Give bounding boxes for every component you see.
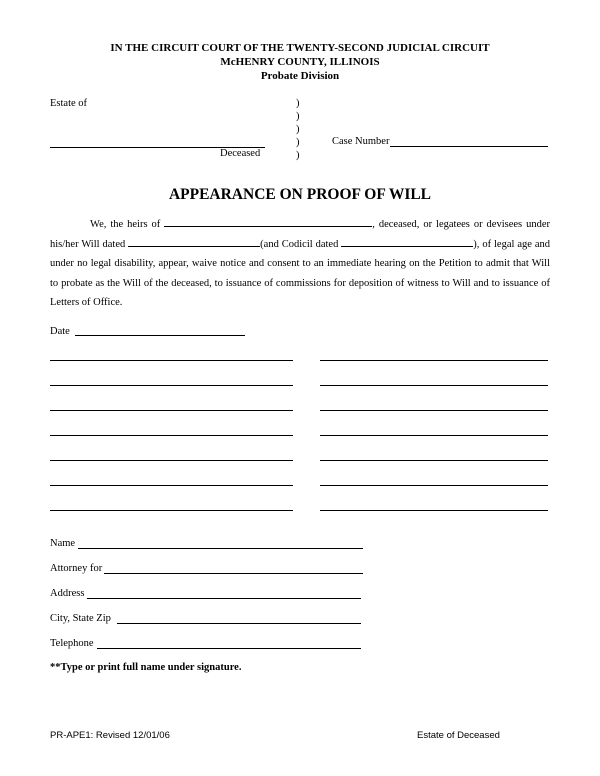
- telephone-label: Telephone: [50, 638, 94, 649]
- signature-line[interactable]: [320, 485, 548, 486]
- body-text-part4: ), of legal age and under no legal disability, appear, waive notice and consent to an immediate hearing on the Petition to admit that Will to probate as the Will of the deceased, to issuance of commissions for deposition of witness to Will and to issuance of Letters of Office.: [50, 238, 551, 308]
- signature-note: **Type or print full name under signature.: [50, 662, 242, 673]
- address-label: Address: [50, 588, 85, 599]
- signature-line[interactable]: [50, 460, 293, 461]
- document-title: APPEARANCE ON PROOF OF WILL: [168, 186, 432, 203]
- signature-line[interactable]: [320, 510, 548, 511]
- appearance-paragraph: [50, 215, 550, 313]
- will-date-blank[interactable]: [128, 237, 260, 247]
- telephone-line[interactable]: [97, 648, 361, 649]
- date-label: Date: [50, 326, 70, 337]
- address-line[interactable]: [87, 598, 361, 599]
- name-label: Name: [50, 538, 76, 549]
- deceased-label: Deceased: [220, 148, 261, 159]
- signature-line[interactable]: [50, 510, 293, 511]
- form-id: PR-APE1: Revised 12/01/06: [50, 730, 170, 741]
- body-text-part3: (and Codicil dated: [260, 238, 339, 250]
- body-text-part1: We, the heirs of: [90, 219, 161, 230]
- body-text-part2: , deceased, or legatees or devisees under his/her Will dated: [50, 219, 551, 250]
- caption-paren: ): [296, 111, 300, 122]
- signature-line[interactable]: [50, 485, 293, 486]
- estate-of-label: Estate of: [50, 98, 88, 109]
- court-heading: IN THE CIRCUIT COURT OF THE TWENTY-SECOND JUDICIAL CIRCUIT: [110, 42, 490, 54]
- signature-line[interactable]: [320, 460, 548, 461]
- date-line[interactable]: [75, 335, 245, 336]
- signature-line[interactable]: [320, 360, 548, 361]
- signature-line[interactable]: [50, 410, 293, 411]
- decedent-name-blank[interactable]: [164, 217, 372, 227]
- name-line[interactable]: [78, 548, 363, 549]
- city-state-zip-label: City, State Zip: [50, 613, 111, 624]
- footer-estate-label: Estate of Deceased: [417, 730, 500, 741]
- signature-line[interactable]: [320, 410, 548, 411]
- signature-line[interactable]: [320, 435, 548, 436]
- signature-line[interactable]: [50, 385, 293, 386]
- case-number-line[interactable]: [390, 146, 548, 147]
- caption-paren: ): [296, 137, 300, 148]
- signature-line[interactable]: [50, 360, 293, 361]
- signature-line[interactable]: [320, 385, 548, 386]
- signature-line[interactable]: [50, 435, 293, 436]
- caption-paren: ): [296, 98, 300, 109]
- attorney-for-line[interactable]: [104, 573, 363, 574]
- codicil-date-blank[interactable]: [341, 237, 473, 247]
- caption-paren: ): [296, 150, 300, 161]
- county-heading: McHENRY COUNTY, ILLINOIS: [220, 56, 380, 68]
- division-heading: Probate Division: [260, 70, 340, 82]
- attorney-for-label: Attorney for: [50, 563, 103, 574]
- case-number-label: Case Number: [332, 136, 390, 147]
- caption-paren: ): [296, 124, 300, 135]
- city-state-zip-line[interactable]: [117, 623, 361, 624]
